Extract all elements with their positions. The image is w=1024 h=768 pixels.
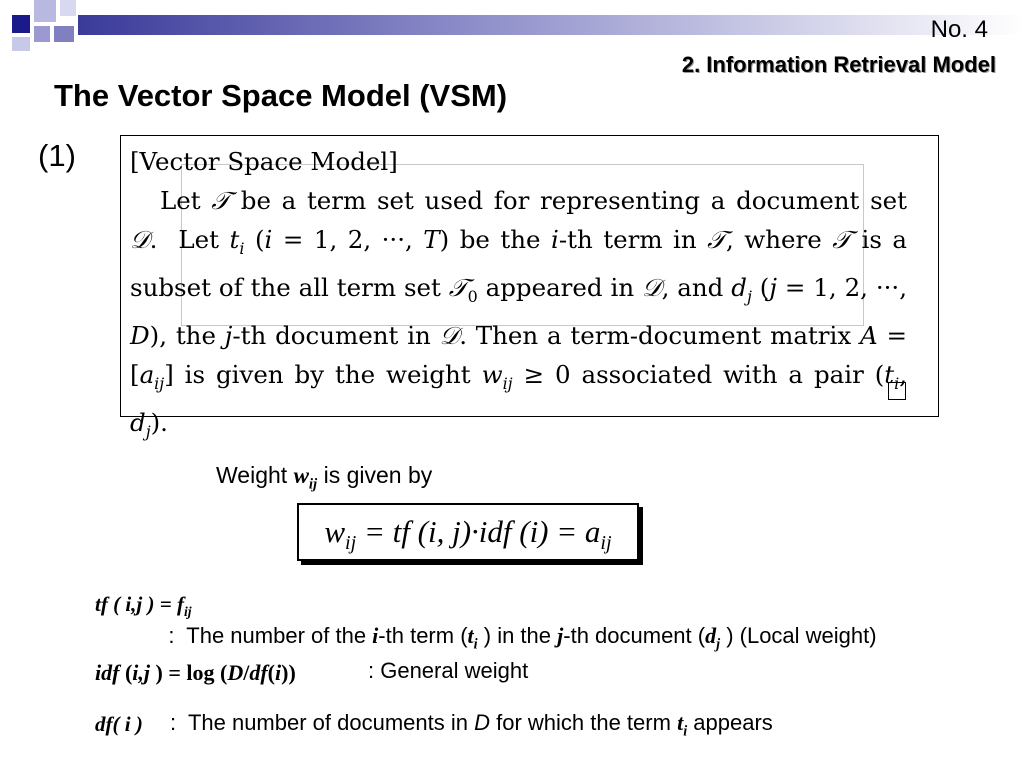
decorative-square <box>12 37 30 51</box>
df-formula: df( i ) <box>95 712 143 736</box>
weight-prefix: Weight <box>216 462 288 488</box>
definition-box <box>120 135 939 441</box>
section-title: 2. Information Retrieval Model <box>681 52 996 77</box>
weight-symbol: $w_{ij}$ <box>293 463 318 493</box>
tf-description: : The number of the i-th term ($t_i$ ) in the j-th document ($d_j$ ) (Local weight) <box>95 623 877 653</box>
definition-body: Let 𝒯 be a term set used for representing a document set 𝒟. Let $t_i$ (i = 1, 2, ···, T) be the i-th term in 𝒯, where 𝒯 is a subset of the all term set 𝒯$_0$ appeared in 𝒟, and $d_j$ (j = 1, 2, ···, D), the j-th document in 𝒟. Then a term-document matrix $A = [a_{ij}]$ is given by the weight $w_{ij} \ge 0$ associated with a pair ($t_i$, $d_j$). <box>130 186 908 441</box>
weight-suffix: is given by <box>323 462 433 488</box>
decorative-square <box>60 0 76 16</box>
weight-formula: $w_{ij}$ = tf (i, j)·idf $(i) = a_{ij}$ <box>297 503 639 561</box>
definition-text <box>130 142 907 451</box>
idf-description: : General weight <box>368 658 529 683</box>
header-gradient-bar <box>78 15 1024 35</box>
definition-heading: [Vector Space Model] <box>130 147 398 176</box>
idf-formula: idf (i,j ) = log (D/df(i)) <box>95 660 296 685</box>
tf-formula: tf ( i,j ) = $f_{ij}$ <box>95 592 192 620</box>
item-number: (1) <box>38 138 76 173</box>
slide-number: No. 4 <box>930 16 988 43</box>
qed-square <box>888 382 906 400</box>
weight-intro <box>216 462 432 494</box>
df-description: : The number of documents in D for which the term $t_i$ appears <box>170 710 773 740</box>
decorative-square <box>34 26 50 42</box>
decorative-square <box>12 15 30 33</box>
page-title: The Vector Space Model (VSM) <box>54 78 508 113</box>
decorative-square <box>34 0 56 22</box>
decorative-square <box>54 26 74 42</box>
